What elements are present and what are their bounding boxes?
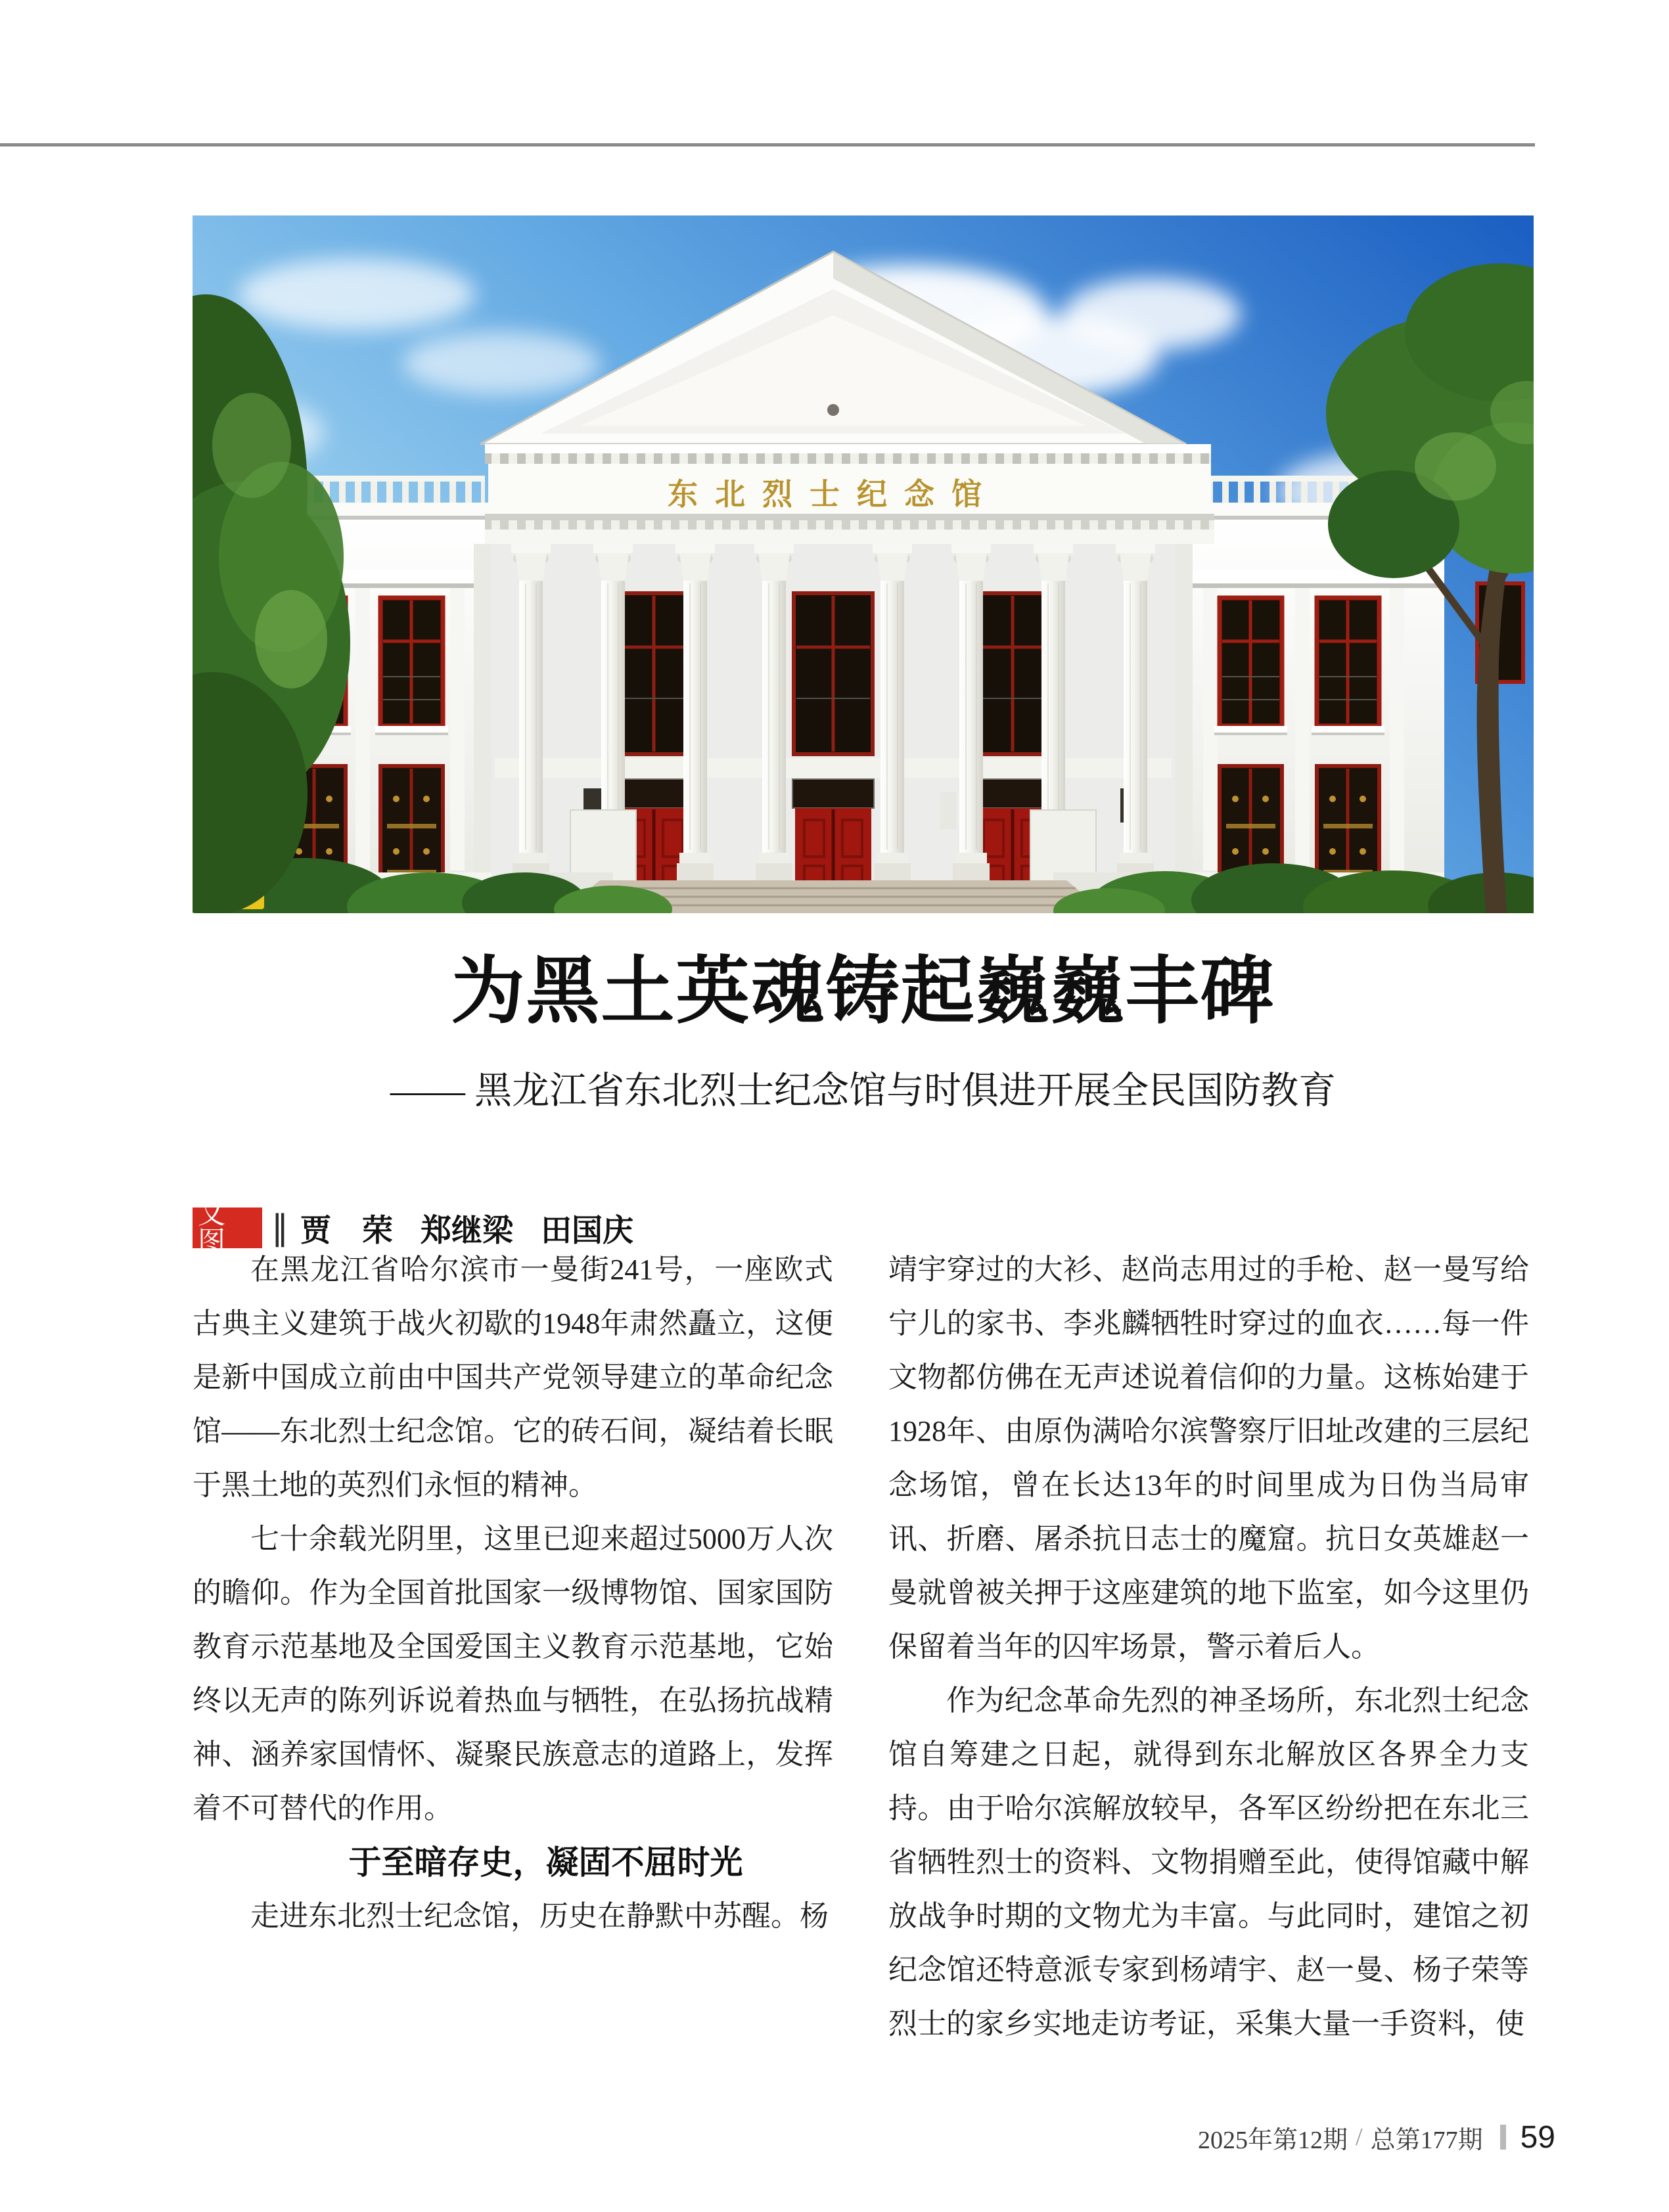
building-photo-illustration — [193, 215, 1534, 913]
paragraph: 在黑龙江省哈尔滨市一曼街241号，一座欧式古典主义建筑于战火初歇的1948年肃然矗立，这便是新中国成立前由中国共产党领导建立的革命纪念馆——东北烈士纪念馆。它的砖石间，凝结着长眠于黑土地的英烈们永恒的精神。 — [193, 1253, 833, 1501]
section-heading: 于至暗存史，凝固不屈时光 — [348, 1844, 743, 1881]
article-subtitle: —— 黑龙江省东北烈士纪念馆与时俱进开展全民国防教育 — [390, 1070, 1337, 1112]
article-photo — [193, 215, 1534, 913]
byline-separator-icon: ‖ — [271, 1208, 288, 1248]
author-name: 田国庆 — [541, 1212, 633, 1248]
building-plaque-text: 东北烈士纪念馆 — [668, 477, 999, 511]
author-name: 郑继梁 — [421, 1212, 513, 1248]
footer-page-number: 59 — [1520, 2119, 1555, 2155]
paragraph: 走进东北烈士纪念馆，历史在静默中苏醒。杨 — [250, 1900, 829, 1932]
paragraph: 靖宇穿过的大衫、赵尚志用过的手枪、赵一曼写给宁儿的家书、李兆麟牺牲时穿过的血衣……每一件文物都仿佛在无声述说着信仰的力量。这栋始建于1928年、由原伪满哈尔滨警察厅旧址改建的三层纪念场馆，曾在长达13年的时间里成为日伪当局审讯、折磨、屠杀抗日志士的魔窟。抗日女英雄赵一曼就曾被关押于这座建筑的地下监室，如今这里仍保留着当年的囚牢场景，警示着后人。 — [888, 1253, 1529, 1663]
header-rule — [0, 143, 1535, 147]
column-right — [888, 1243, 1529, 2051]
footer-total-issue: 总第177期 — [1370, 2126, 1483, 2154]
entablature — [485, 444, 1214, 544]
footer-slash: / — [1356, 2123, 1363, 2151]
byline-badge: 文图 — [193, 1208, 262, 1248]
page-footer — [1198, 2118, 1555, 2156]
footer-divider-bar — [1500, 2125, 1506, 2150]
footer-issue: 2025年第12期 — [1198, 2126, 1348, 2154]
article-title: 为黑土英魂铸起巍巍丰碑 — [451, 950, 1275, 1032]
paragraph: 作为纪念革命先烈的神圣场所，东北烈士纪念馆自筹建之日起，就得到东北解放区各界全力支持。由于哈尔滨解放较早，各军区纷纷把在东北三省牺牲烈士的资料、文物捐赠至此，使得馆藏中解放战争时期的文物尤为丰富。与此同时，建馆之初纪念馆还特意派专家到杨靖宇、赵一曼、杨子荣等烈士的家乡实地走访考证，采集大量一手资料，使 — [888, 1684, 1529, 2040]
author-name: 贾 荣 — [300, 1212, 393, 1248]
column-left — [193, 1243, 833, 1943]
paragraph: 七十余载光阴里，这里已迎来超过5000万人次的瞻仰。作为全国首批国家一级博物馆、国家国防教育示范基地及全国爱国主义教育示范基地，它始终以无声的陈列诉说着热血与牺牲，在弘扬抗战精神、涵养家国情怀、凝聚民族意志的道路上，发挥着不可替代的作用。 — [193, 1523, 833, 1824]
portico-upper-windows — [614, 593, 1052, 754]
